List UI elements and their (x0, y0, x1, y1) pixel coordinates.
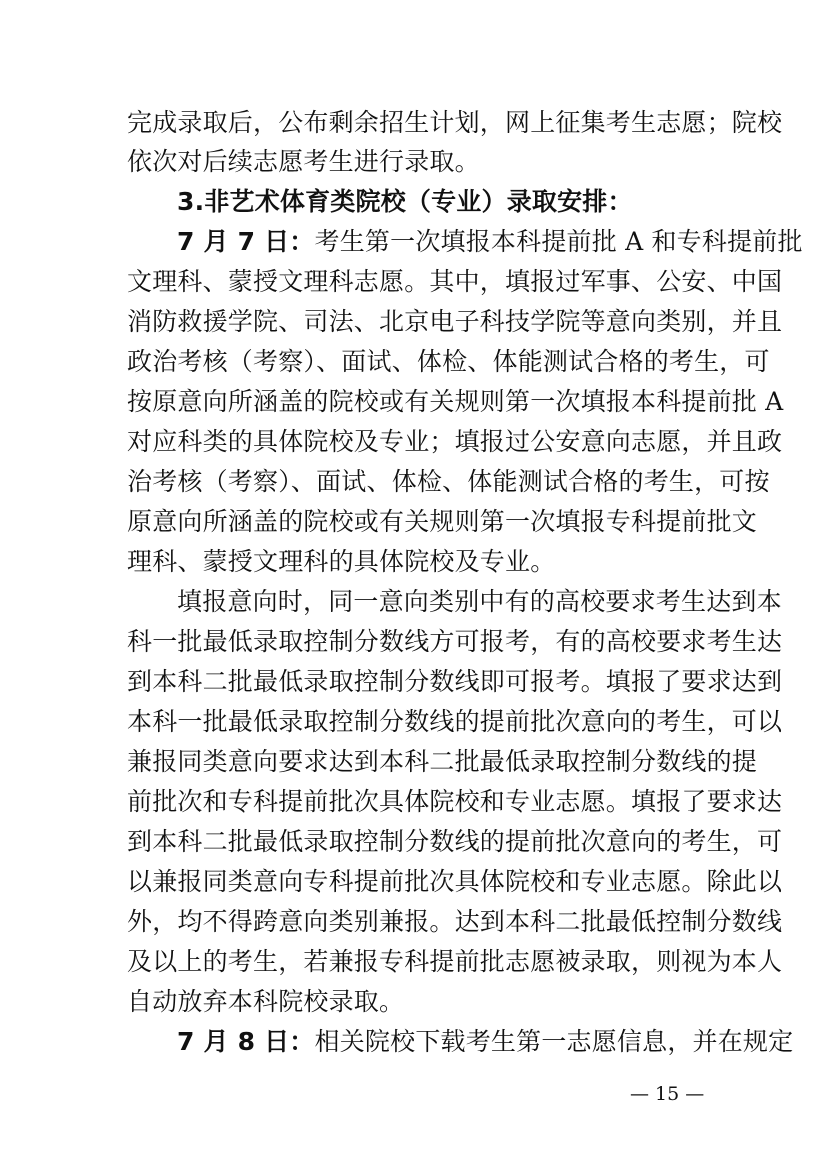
line-text: 及以上的考生，若兼报专科提前批志愿被录取，则视为本人 (127, 947, 783, 976)
line-text: 填报意向时，同一意向类别中有的高校要求考生达到本 (177, 587, 782, 616)
line-text: 原意向所涵盖的院校或有关规则第一次填报专科提前批文 (127, 507, 758, 536)
line-text: 完成录取后，公布剩余招生计划，网上征集考生志愿；院校 (127, 108, 783, 137)
paragraph-line (127, 426, 783, 458)
date-lead: 7 月 7 日： (177, 227, 315, 256)
line-text: 理科、蒙授文理科的具体院校及专业。 (127, 547, 556, 576)
paragraph-line (127, 266, 783, 298)
paragraph-line (127, 866, 783, 898)
line-text: 政治考核（考察）、面试、体检、体能测试合格的考生，可 (127, 347, 770, 376)
paragraph-line (127, 546, 702, 578)
section-heading (177, 186, 702, 218)
line-text: 按原意向所涵盖的院校或有关规则第一次填报本科提前批 A (127, 387, 784, 416)
paragraph-line (127, 786, 783, 818)
paragraph-line (127, 146, 702, 178)
line-text: 兼报同类意向要求达到本科二批最低录取控制分数线的提 (127, 747, 758, 776)
line-text: 考生第一次填报本科提前批 A 和专科提前批 (314, 227, 803, 256)
paragraph-line (177, 586, 782, 618)
paragraph-line (127, 346, 770, 378)
line-text: 外，均不得跨意向类别兼报。达到本科二批最低控制分数线 (127, 907, 783, 936)
paragraph-line (127, 706, 783, 738)
paragraph-line (127, 666, 783, 698)
paragraph-line (127, 506, 758, 538)
paragraph-line (127, 466, 770, 498)
paragraph-line (127, 107, 783, 139)
line-text: 依次对后续志愿考生进行录取。 (127, 147, 480, 176)
line-text: 前批次和专科提前批次具体院校和专业志愿。填报了要求达 (127, 787, 783, 816)
paragraph-line (127, 826, 783, 858)
date-lead: 7 月 8 日： (177, 1027, 315, 1056)
section-heading-text: 3.非艺术体育类院校（专业）录取安排： (177, 187, 633, 216)
line-text: 本科一批最低录取控制分数线的提前批次意向的考生，可以 (127, 707, 783, 736)
line-text: 到本科二批最低录取控制分数线的提前批次意向的考生，可 (127, 827, 783, 856)
page-number: — 15 — (630, 1083, 705, 1105)
line-text: 相关院校下载考生第一志愿信息，并在规定 (314, 1027, 794, 1056)
paragraph-line (177, 1026, 794, 1058)
line-text: 消防救援学院、司法、北京电子科技学院等意向类别，并且 (127, 307, 783, 336)
line-text: 对应科类的具体院校及专业；填报过公安意向志愿，并且政 (127, 427, 783, 456)
paragraph-line (127, 746, 758, 778)
paragraph-line (177, 226, 803, 258)
line-text: 科一批最低录取控制分数线方可报考，有的高校要求考生达 (127, 627, 783, 656)
line-text: 治考核（考察）、面试、体检、体能测试合格的考生，可按 (127, 467, 770, 496)
line-text: 文理科、蒙授文理科志愿。其中，填报过军事、公安、中国 (127, 267, 783, 296)
line-text: 到本科二批最低录取控制分数线即可报考。填报了要求达到 (127, 667, 783, 696)
paragraph-line (127, 626, 783, 658)
paragraph-line (127, 986, 702, 1018)
paragraph-line (127, 306, 783, 338)
line-text: 自动放弃本科院校录取。 (127, 987, 405, 1016)
paragraph-line (127, 386, 784, 418)
line-text: 以兼报同类意向专科提前批次具体院校和专业志愿。除此以 (127, 867, 783, 896)
paragraph-line (127, 946, 783, 978)
paragraph-line (127, 906, 783, 938)
